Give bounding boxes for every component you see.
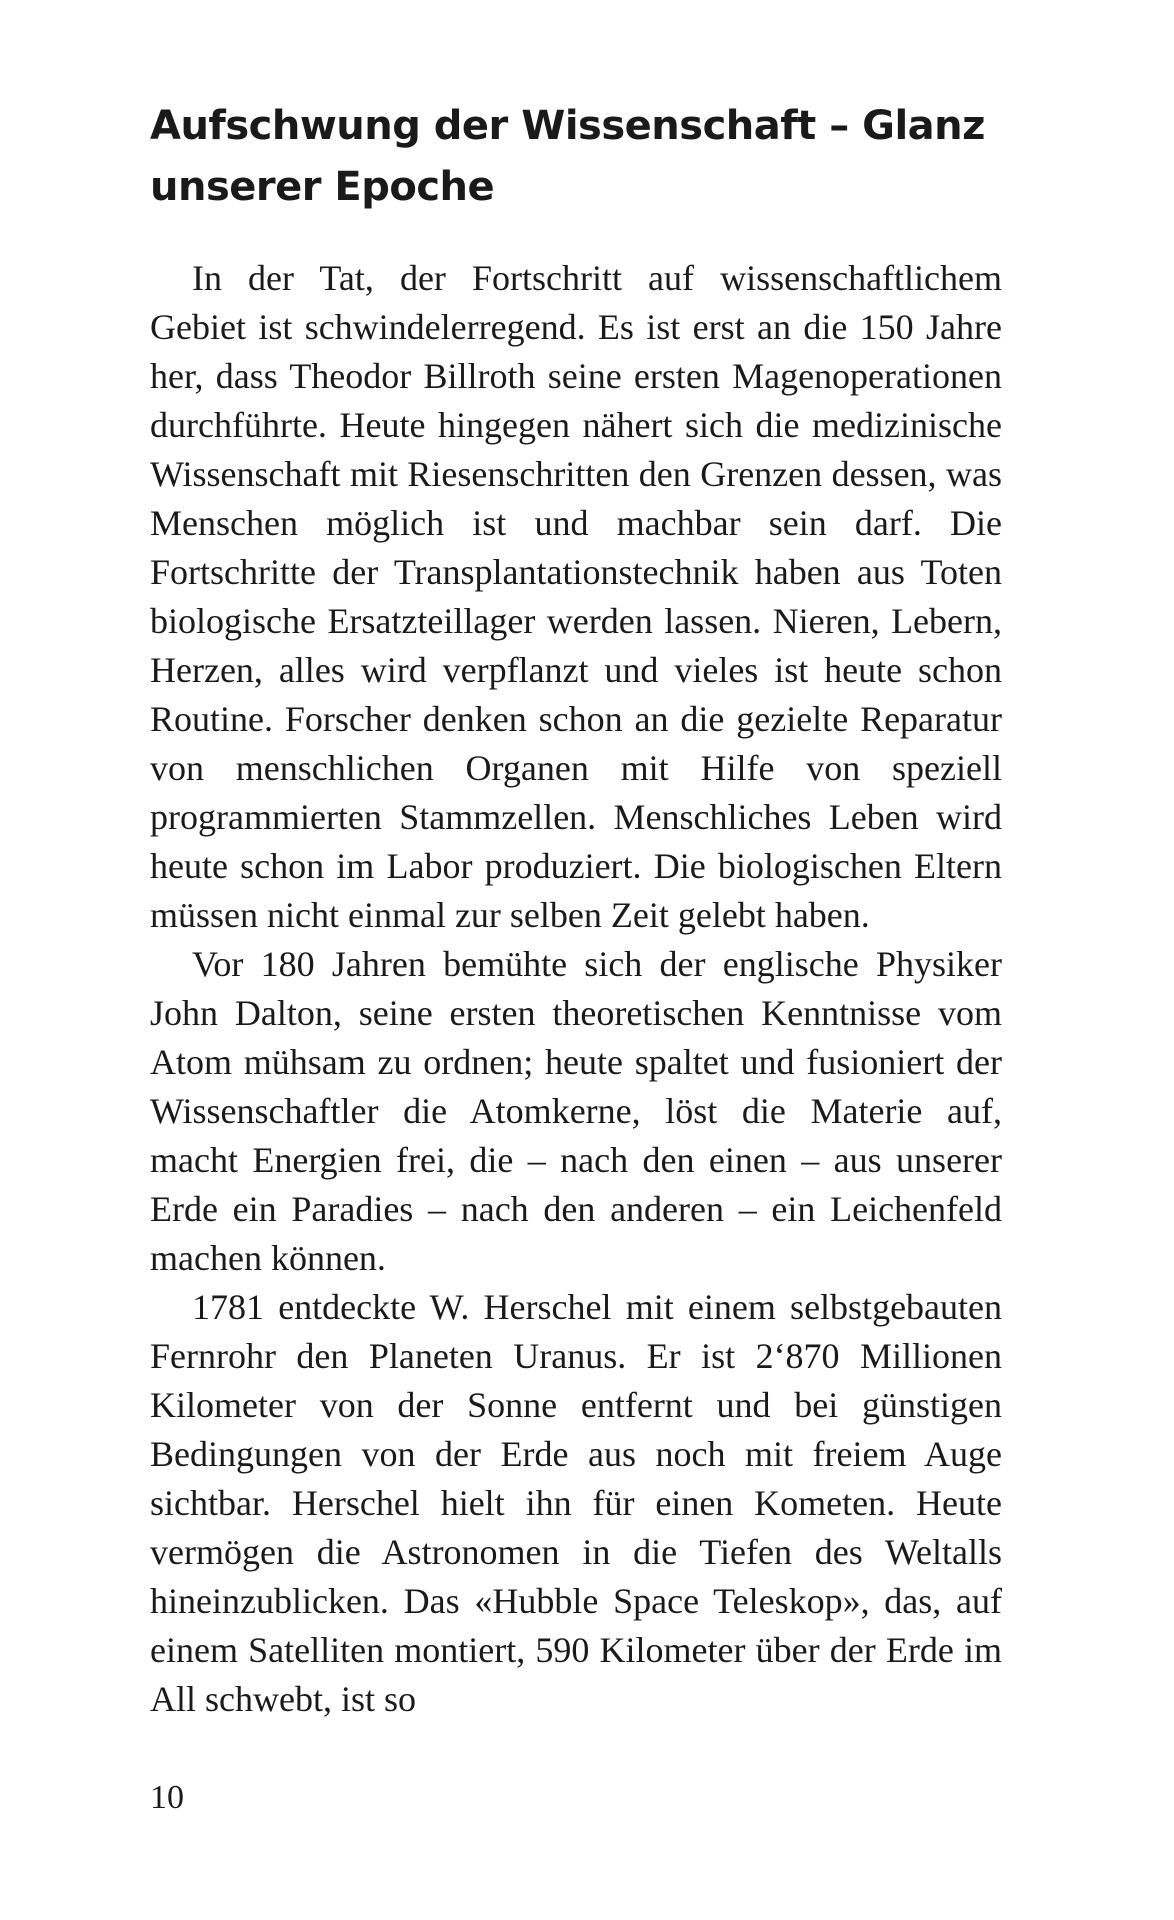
paragraph-herschel-uranus: 1781 entdeckte W. Herschel mit einem selbstgebauten Fernrohr den Planeten Uranus. Er ist 2‘870 Millionen Kilometer von der Sonne entfernt und bei günstigen Bedingungen von der Erde aus noch mit freiem Auge sichtbar. Herschel hielt ihn für einen Kometen. Heute vermögen die Astronomen in die Tiefen des Weltalls hineinzublicken. Das «Hubble Space Teleskop», das, auf einem Satelliten montiert, 590 Kilometer über der Erde im All schwebt, ist so <box>150 1287 1002 1719</box>
paragraph-progress-medicine: In der Tat, der Fortschritt auf wissenschaftlichem Gebiet ist schwindelerregend. Es ist erst an die 150 Jahre her, dass Theodor Billroth seine ersten Magenoperationen durchführte. Heute hingegen nähert sich die medizinische Wissenschaft mit Riesenschritten den Grenzen dessen, was Menschen möglich ist und machbar sein darf. Die Fortschritte der Transplantationstechnik haben aus Toten biologische Ersatzteillager werden lassen. Nieren, Lebern, Herzen, alles wird verpflanzt und vieles ist heute schon Routine. Forscher denken schon an die gezielte Reparatur von menschlichen Organen mit Hilfe von speziell programmierten Stammzellen. Menschliches Leben wird heute schon im Labor produziert. Die biologischen Eltern müssen nicht einmal zur selben Zeit gelebt haben. <box>150 258 1002 935</box>
page-number: 10 <box>150 1779 184 1816</box>
page-body <box>150 96 1002 1724</box>
chapter-heading: Aufschwung der Wissenschaft – Glanz unserer Epoche <box>150 103 985 210</box>
paragraph-atom-dalton: Vor 180 Jahren bemühte sich der englische Physiker John Dalton, seine ersten theoretischen Kenntnisse vom Atom mühsam zu ordnen; heute spaltet und fusioniert der Wissenschaftler die Atomkerne, löst die Materie auf, macht Energien frei, die – nach den einen – aus unserer Erde ein Paradies – nach den anderen – ein Leichenfeld machen können. <box>150 944 1002 1278</box>
